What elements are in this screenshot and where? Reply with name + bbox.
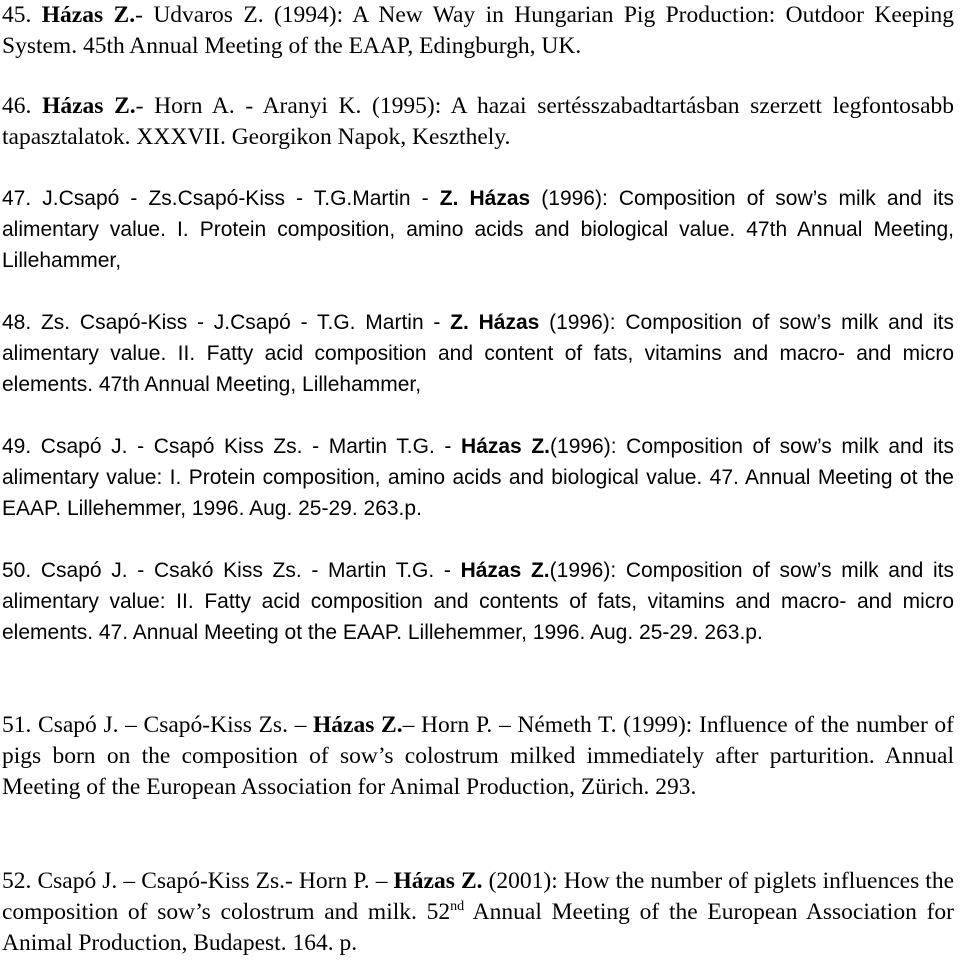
reference-r47 <box>2 183 954 276</box>
reference-text: 52. Csapó J. – Csapó-Kiss Zs.- Horn P. – <box>2 868 394 894</box>
reference-text: - Horn A. - Aranyi K. (1995): A hazai sertésszabadtartásban szerzett legfontosabb tapasztalatok. XXXVII. Georgikon Napok, Keszthely. <box>2 93 955 150</box>
reference-text: 50. Csapó J. - Csakó Kiss Zs. - Martin T.G. - <box>2 559 461 582</box>
reference-r48 <box>2 307 954 400</box>
author-highlight: Z. Házas <box>439 187 531 210</box>
reference-text: 45. <box>2 2 42 28</box>
reference-r51 <box>2 710 954 803</box>
reference-text: (1996): Composition of sow’s milk and its alimentary value: II. Fatty acid composition and contents of fats, vitamins and macro- and micro elements. 47. Annual Meeting ot the EAAP. Lillehemmer, 1996. Aug. 25-29. 263.p. <box>2 559 955 644</box>
reference-r49 <box>2 431 954 524</box>
reference-r50 <box>2 555 954 648</box>
reference-text: (1996): Composition of sow’s milk and its alimentary value. I. Protein composition, amino acids and biological value. 47th Annual Meeting, Lillehammer, <box>2 187 955 272</box>
reference-r46 <box>2 91 954 153</box>
author-highlight: Házas Z. <box>460 559 550 582</box>
reference-text: (2001): How the number of piglets influences the composition of sow’s colostrum and milk. 52 <box>2 868 954 925</box>
reference-r45 <box>2 0 954 62</box>
reference-text: (1996): Composition of sow’s milk and its alimentary value. II. Fatty acid composition and content of fats, vitamins and macro- and micro elements. 47th Annual Meeting, Lillehammer, <box>2 311 954 396</box>
author-highlight: Házas Z. <box>461 435 551 458</box>
author-highlight: Házas Z. <box>42 93 136 119</box>
reference-text: 46. <box>2 93 43 119</box>
reference-text: 47. J.Csapó - Zs.Csapó-Kiss - T.G.Martin - <box>2 187 440 210</box>
ordinal-suffix: nd <box>450 898 465 915</box>
reference-text: Annual Meeting of the European Association for Animal Production, Budapest. 164. p. <box>2 899 954 956</box>
reference-r52 <box>2 866 954 959</box>
reference-text: – Horn P. – Németh T. (1999): Influence of the number of pigs born on the composition of sow’s colostrum milked immediately after parturition. Annual Meeting of the European Association for Animal Production, Zürich. 293. <box>2 712 955 800</box>
reference-text: (1996): Composition of sow’s milk and its alimentary value: I. Protein composition, amino acids and biological value. 47. Annual Meeting ot the EAAP. Lillehemmer, 1996. Aug. 25-29. 263.p. <box>2 435 954 520</box>
author-highlight: Házas Z. <box>41 2 136 28</box>
reference-text: - Udvaros Z. (1994): A New Way in Hungarian Pig Production: Outdoor Keeping System. 45th Annual Meeting of the EAAP, Edingburgh, UK. <box>2 2 955 59</box>
author-highlight: Z. Házas <box>450 311 540 334</box>
author-highlight: Házas Z. <box>393 868 483 894</box>
reference-text: 48. Zs. Csapó-Kiss - J.Csapó - T.G. Martin - <box>2 311 451 334</box>
author-highlight: Házas Z. <box>313 712 403 738</box>
reference-text: 49. Csapó J. - Csapó Kiss Zs. - Martin T.G. - <box>2 435 462 458</box>
reference-text: 51. Csapó J. – Csapó-Kiss Zs. – <box>2 712 314 738</box>
